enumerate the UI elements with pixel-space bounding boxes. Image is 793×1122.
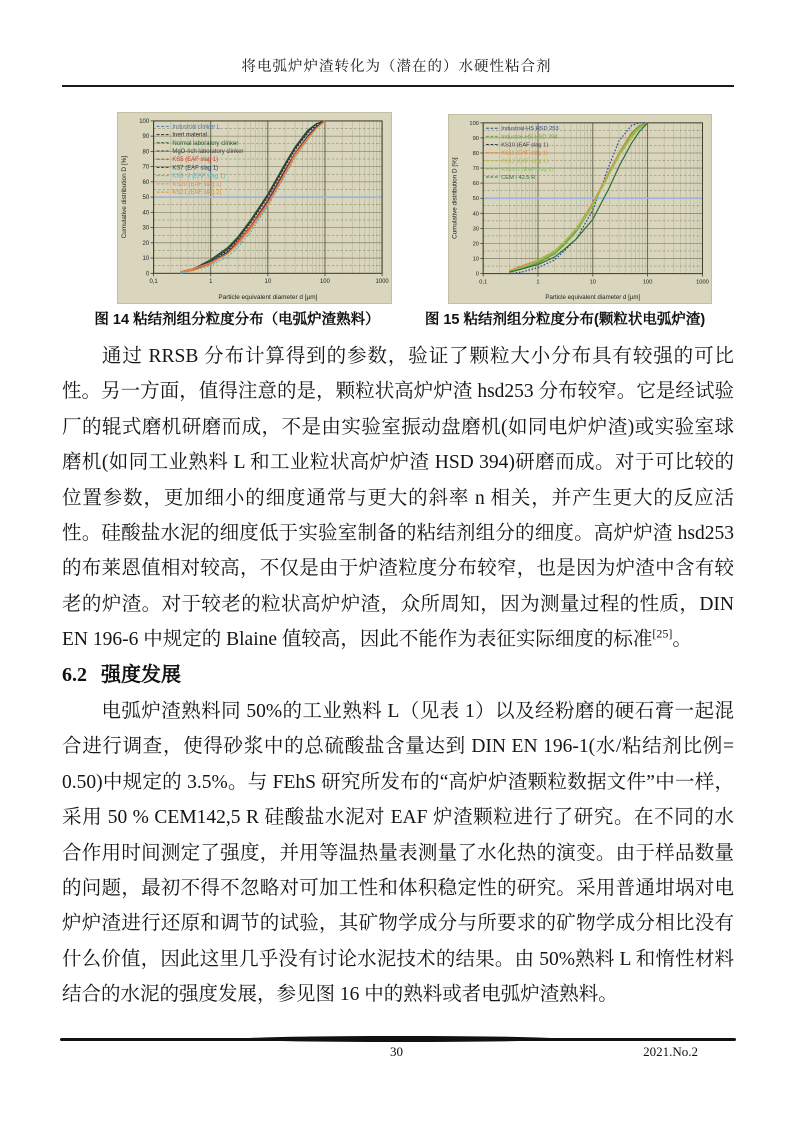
svg-text:1000: 1000	[375, 279, 389, 286]
figure-15-chart	[449, 115, 711, 303]
svg-text:100: 100	[469, 120, 479, 127]
svg-text:20: 20	[472, 241, 479, 248]
svg-text:MgO-rich laboratory clinker: MgO-rich laboratory clinker	[172, 148, 244, 155]
paragraph-1-text: 通过 RRSB 分布计算得到的参数，验证了颗粒大小分布具有较强的可比性。另一方面，值得注意的是，颗粒状高炉炉渣 hsd253 分布较窄。它是经试验厂的辊式磨机研磨而成，不是由实验室振动盘磨机(如同电炉炉渣)或实验室球磨机(如同工业熟料 L 和工业粒状高炉炉渣 HSD 394)研磨而成。对于可比较的位置参数，更加细小的细度通常与更大的斜率 n 相关，并产生更大的反应活性。硅酸盐水泥的细度低于实验室制备的粘结剂组分的细度。高炉炉渣 hsd253 的布莱恩值相对较高，不仅是由于炉渣粒度分布较窄，也是因为炉渣中含有较老的炉渣。对于较老的粒状高炉炉渣，众所周知，因为测量过程的性质，DIN EN 196-6 中规定的 Blaine 值较高，因此不能作为表征实际细度的标准	[62, 346, 734, 651]
svg-text:KS11 (EAF slag 1): KS11 (EAF slag 1)	[501, 150, 548, 157]
svg-text:80: 80	[472, 150, 479, 157]
svg-text:0,1: 0,1	[479, 279, 488, 286]
svg-text:20: 20	[142, 240, 150, 247]
svg-text:40: 40	[472, 211, 479, 218]
svg-text:40: 40	[142, 210, 150, 217]
svg-text:KS10 (EAF slag 1): KS10 (EAF slag 1)	[501, 142, 549, 149]
svg-text:90: 90	[142, 134, 150, 141]
svg-text:KS5 (EAF slag 1): KS5 (EAF slag 1)	[172, 157, 219, 164]
svg-text:Cumulative distribution D [%]: Cumulative distribution D [%]	[451, 157, 459, 239]
svg-text:CEM I 42.5 R: CEM I 42.5 R	[501, 174, 536, 181]
svg-text:100: 100	[642, 279, 653, 286]
svg-text:Industrial-HS HSD 253: Industrial-HS HSD 253	[501, 126, 559, 133]
svg-text:KS7 (EAF slag 1): KS7 (EAF slag 1)	[172, 165, 219, 172]
figure-14-caption: 图 14 粘结剂组分粒度分布（电弧炉渣熟料）	[94, 312, 380, 328]
svg-text:10: 10	[264, 279, 272, 286]
svg-text:50: 50	[472, 196, 479, 203]
svg-text:100: 100	[320, 279, 330, 286]
paragraph-1-tail: 。	[672, 629, 692, 651]
svg-text:Cumulative distribution D [%]: Cumulative distribution D [%]	[120, 155, 128, 239]
svg-text:70: 70	[472, 165, 479, 173]
svg-text:Particle equivalent diameter d: Particle equivalent diameter d [µm]	[545, 294, 641, 302]
svg-text:KS21 (EAF slag 2): KS21 (EAF slag 2)	[172, 190, 222, 197]
svg-text:1: 1	[536, 279, 540, 286]
header-rule	[62, 85, 734, 87]
svg-text:10: 10	[472, 256, 479, 263]
page-header-title: 将电弧炉炉渣转化为（潜在的）水硬性粘合剂	[241, 59, 552, 75]
svg-text:70: 70	[142, 164, 150, 171]
svg-text:Inert material: Inert material	[172, 132, 207, 139]
svg-text:90: 90	[472, 135, 479, 142]
svg-text:50: 50	[142, 195, 150, 202]
paragraph-1	[62, 339, 734, 658]
svg-text:0,1: 0,1	[149, 279, 158, 286]
svg-text:1000: 1000	[696, 279, 709, 286]
svg-text:0: 0	[475, 271, 479, 278]
svg-text:60: 60	[472, 181, 479, 188]
svg-text:KS20 (EAF slag 1): KS20 (EAF slag 1)	[172, 181, 222, 188]
footer-rule-bulge	[240, 1036, 560, 1042]
svg-text:KS9 -3 (EAF slag 1): KS9 -3 (EAF slag 1)	[172, 173, 226, 180]
svg-text:30: 30	[472, 226, 479, 233]
svg-text:30: 30	[142, 225, 150, 232]
svg-text:0: 0	[145, 271, 150, 278]
footer-page-number: 30	[390, 1044, 403, 1059]
svg-text:KS13-2 (EAF slag 1): KS13-2 (EAF slag 1)	[501, 166, 554, 173]
svg-text:10: 10	[589, 279, 596, 286]
svg-text:100: 100	[139, 118, 150, 125]
svg-text:60: 60	[142, 179, 150, 186]
paragraph-2-text: 电弧炉渣熟料同 50%的工业熟料 L（见表 1）以及经粉磨的硬石膏一起混合进行调查，使得砂浆中的总硫酸盐含量达到 DIN EN 196-1(水/粘结剂比例= 0.50)中规定的 3.5%。与 FEhS 研究所发布的“高炉炉渣颗粒数据文件”中一样，采用 50 % CEM142,5 R 硅酸盐水泥对 EAF 炉渣颗粒进行了研究。在不同的水合作用时间测定了强度，并用等温热量表测量了水化热的演变。由于样品数量的问题，最初不得不忽略对可加工性和体积稳定性的研究。采用普通坩埚对电炉炉渣进行还原和调节的试验，其矿物学成分与所要求的矿物学成分相比没有什么价值，因此这里几乎没有讨论水泥技术的结果。由 50%熟料 L 和惰性材料结合的水泥的强度发展，参见图 16 中的熟料或者电弧炉渣熟料。	[62, 701, 734, 1006]
section-number: 6.2	[62, 664, 87, 686]
svg-text:Normal laboratory clinker: Normal laboratory clinker	[172, 140, 239, 147]
section-heading-6-2	[62, 658, 181, 687]
svg-text:Industrie-HS HSD 394: Industrie-HS HSD 394	[501, 134, 558, 141]
svg-text:Industrial clinker L: Industrial clinker L	[172, 124, 221, 131]
figure-14-chart	[118, 113, 391, 303]
svg-text:1: 1	[209, 279, 213, 286]
footer-issue: 2021.No.2	[643, 1044, 698, 1059]
svg-text:Particle equivalent diameter d: Particle equivalent diameter d [µm]	[218, 294, 318, 302]
citation-ref-25: [25]	[652, 626, 673, 641]
figure-15	[448, 114, 712, 304]
section-title: 强度发展	[101, 664, 181, 686]
svg-text:KS12 (EAF slag 1): KS12 (EAF slag 1)	[501, 158, 549, 165]
svg-text:80: 80	[142, 149, 150, 156]
figure-15-caption: 图 15 粘结剂组分粒度分布(颗粒状电弧炉渣)	[424, 312, 706, 328]
svg-text:10: 10	[142, 256, 150, 263]
figure-14	[117, 112, 392, 304]
paragraph-2	[62, 694, 734, 1013]
